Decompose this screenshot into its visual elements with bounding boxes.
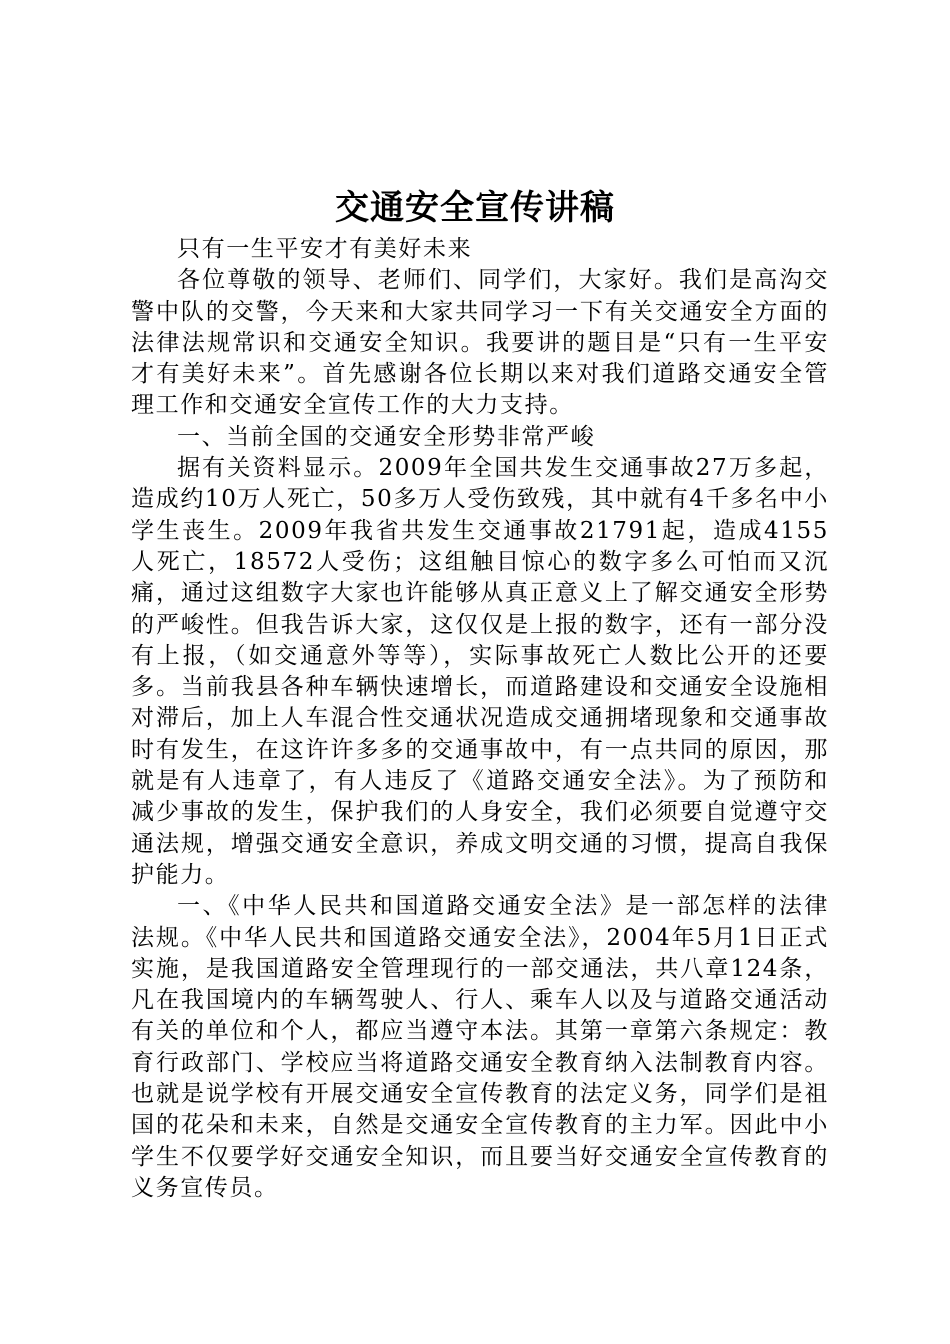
document-body: [131, 234, 829, 1204]
law-paragraph: 一、《中华人民共和国道路交通安全法》是一部怎样的法律法规。《中华人民共和国道路交通安全法》，2004年5月1日正式实施，是我国道路安全管理现行的一部交通法，共八章124条，凡在我国境内的车辆驾驶人、行人、乘车人以及与道路交通活动有关的单位和个人，都应当遵守本法。其第一章第六条规定：教育行政部门、学校应当将道路交通安全教育纳入法制教育内容。也就是说学校有开展交通安全宣传教育的法定义务，同学们是祖国的花朵和未来，自然是交通安全宣传教育的主力军。因此中小学生不仅要学好交通安全知识，而且要当好交通安全宣传教育的义务宣传员。: [131, 893, 829, 1201]
subtitle-paragraph: 只有一生平安才有美好未来: [177, 236, 473, 262]
statistics-paragraph: 据有关资料显示。2009年全国共发生交通事故27万多起，造成约10万人死亡，50多万人受伤致残，其中就有4千多名中小学生丧生。2009年我省共发生交通事故21791起，造成4155人死亡，18572人受伤；这组触目惊心的数字多么可怕而又沉痛，通过这组数字大家也许能够从真正意义上了解交通安全形势的严峻性。但我告诉大家，这仅仅是上报的数字，还有一部分没有上报，（如交通意外等等），实际事故死亡人数比公开的还要多。当前我县各种车辆快速增长，而道路建设和交通安全设施相对滞后，加上人车混合性交通状况造成交通拥堵现象和交通事故时有发生，在这许许多多的交通事故中，有一点共同的原因，那就是有人违章了，有人违反了《道路交通安全法》。为了预防和减少事故的发生，保护我们的人身安全，我们必须要自觉遵守交通法规，增强交通安全意识，养成文明交通的习惯，提高自我保护能力。: [131, 455, 829, 888]
greeting-paragraph: 各位尊敬的领导、老师们、同学们，大家好。我们是高沟交警中队的交警，今天来和大家共同学习一下有关交通安全方面的法律法规常识和交通安全知识。我要讲的题目是“只有一生平安才有美好未来”。首先感谢各位长期以来对我们道路交通安全管理工作和交通安全宣传工作的大力支持。: [131, 267, 829, 419]
document-title: 交通安全宣传讲稿: [335, 188, 615, 228]
section-heading-1: 一、当前全国的交通安全形势非常严峻: [177, 423, 596, 450]
